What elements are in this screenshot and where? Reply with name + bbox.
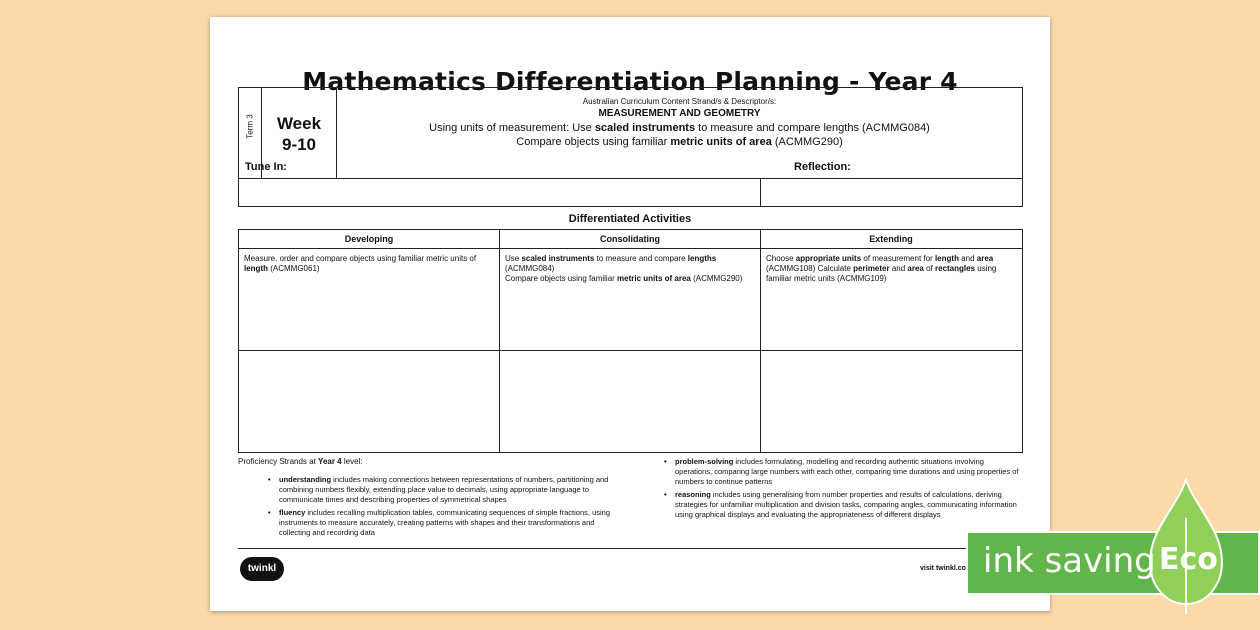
column-divider-2 bbox=[760, 230, 761, 452]
differentiated-activities-title: Differentiated Activities bbox=[568, 213, 692, 225]
footer-divider bbox=[238, 548, 1021, 549]
table-header-divider bbox=[239, 248, 1022, 249]
col-heading-extending: Extending bbox=[869, 234, 913, 244]
term-label: Term 3 bbox=[245, 114, 255, 139]
proficiency-list-left bbox=[268, 475, 624, 541]
proficiency-list-right bbox=[664, 457, 1022, 523]
developing-activity: Measure, order and compare objects using familiar metric units of length (ACMMG061) bbox=[244, 254, 477, 273]
page-title: Mathematics Differentiation Planning - Year 4 bbox=[302, 67, 958, 96]
table-row-divider bbox=[239, 350, 1022, 351]
twinkl-logo: twinkl bbox=[240, 557, 284, 581]
visit-website-text: visit twinkl.co bbox=[920, 565, 966, 572]
week-label: Week bbox=[276, 114, 322, 133]
activities-table bbox=[238, 229, 1023, 453]
header-divider bbox=[239, 178, 1022, 179]
problem-solving-item: • problem-solving includes formulating, modelling and recording authentic situations involving operations, comparing large numbers with each other, comparing time durations and using properties of numbers to continue patterns bbox=[664, 457, 1022, 487]
col-heading-developing: Developing bbox=[344, 234, 394, 244]
col-heading-consolidating: Consolidating bbox=[600, 234, 660, 244]
descriptor-1: Using units of measurement: Use scaled instruments to measure and compare lengths (ACMMG084) bbox=[429, 122, 930, 134]
curriculum-descriptors bbox=[337, 96, 1022, 149]
understanding-item: • understanding includes making connections between representations of numbers, partitioning and combining numbers flexibly, extending place value to decimals, using appropriate language to communicate times and describing properties of symmetrical shapes bbox=[268, 475, 624, 505]
reflection-label: Reflection: bbox=[794, 161, 851, 173]
curriculum-intro: Australian Curriculum Content Strand/s & Descriptor/s: bbox=[582, 97, 777, 106]
ink-saving-label: ink saving bbox=[983, 541, 1156, 581]
tune-in-label: Tune In: bbox=[245, 161, 287, 173]
consolidating-activity: Use scaled instruments to measure and compare lengths (ACMMG084) Compare objects using familiar metric units of area (ACMMG290) bbox=[505, 254, 743, 283]
reasoning-item: • reasoning includes using generalising from number properties and results of calculations, deriving strategies for unfamiliar multiplication and division tasks, comparing angles, communicating information using graphical displays and evaluating the appropriateness of different displays bbox=[664, 490, 1022, 520]
column-divider-1 bbox=[499, 230, 500, 452]
descriptor-2: Compare objects using familiar metric units of area (ACMMG290) bbox=[516, 136, 843, 148]
fluency-item: • fluency includes recalling multiplication tables, communicating sequences of simple fractions, using instruments to measure accurately, creating patterns with shapes and their transformations and collecting and recording data bbox=[268, 508, 624, 538]
eco-label: Eco bbox=[1159, 542, 1218, 577]
proficiency-intro: Proficiency Strands at Year 4 level: bbox=[238, 457, 363, 466]
tune-reflection-divider bbox=[760, 178, 761, 206]
extending-activity: Choose appropriate units of measurement for length and area (ACMMG108) Calculate perimeter and area of rectangles using familiar metric units (ACMMG109) bbox=[766, 254, 997, 283]
week-range: 9-10 bbox=[281, 135, 317, 154]
worksheet-page bbox=[210, 17, 1050, 611]
curriculum-strand: MEASUREMENT AND GEOMETRY bbox=[598, 108, 761, 119]
planning-header-box bbox=[238, 87, 1023, 207]
